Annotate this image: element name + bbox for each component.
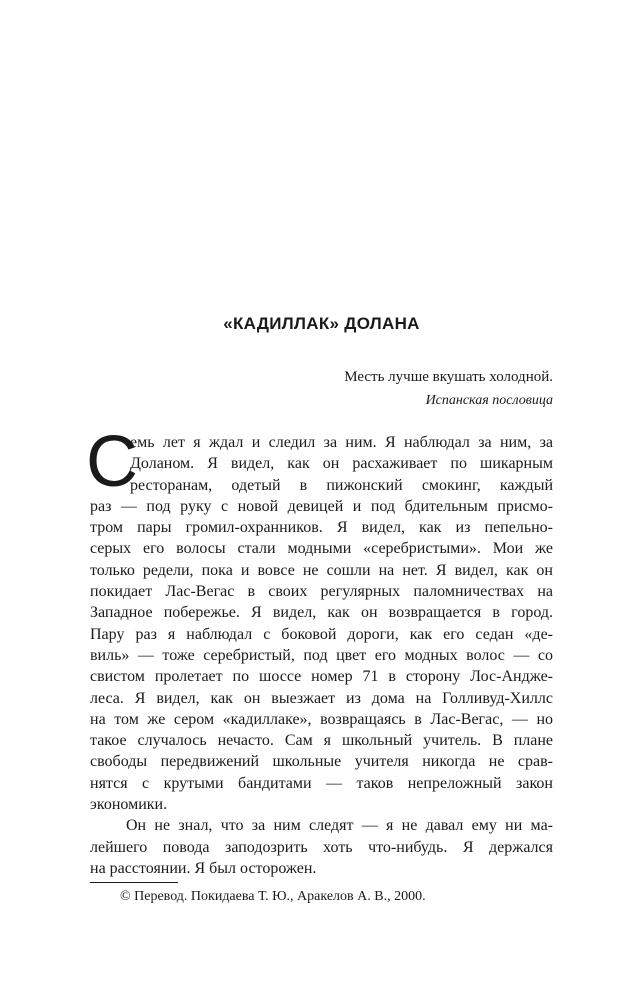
- text-line: лейшего повода заподозрить хоть что-нибудь. Я держался: [90, 838, 553, 856]
- book-page: [86, 0, 553, 1000]
- text-line: емь лет я ждал и следил за ним. Я наблюдал за ним, за: [130, 434, 553, 451]
- text-line: такое случалось нечасто. Сам я школьный учитель. В плане: [90, 732, 553, 750]
- epigraph: [344, 366, 553, 412]
- text-line: на том же сером «кадиллаке», возвращаясь в Лас-Вегас, — но: [90, 710, 553, 728]
- text-line: экономики.: [90, 796, 168, 814]
- text-line: покидает Лас-Вегас в своих регулярных паломничествах на: [90, 583, 553, 601]
- text-line: леса. Я видел, как он выезжает из дома на Голливуд-Хиллс: [90, 689, 553, 707]
- text-line: Западное побережье. Я видел, как он возвращается в город.: [90, 604, 553, 622]
- text-line: нятся с крутыми бандитами — таков непреложный закон: [90, 774, 553, 792]
- footnote: © Перевод. Покидаева Т. Ю., Аракелов А. В., 2000.: [120, 889, 426, 904]
- chapter-title: «КАДИЛЛАК» ДОЛАНА: [223, 314, 420, 333]
- body-text: [86, 422, 553, 879]
- text-line: виль» — тоже серебристый, под цвет его модных волос — со: [90, 646, 553, 664]
- text-line: только редели, пока и вовсе не сошли на нет. Я видел, как он: [90, 561, 553, 579]
- text-line: Он не знал, что за ним следят — я не давал ему ни ма-: [126, 817, 553, 835]
- epigraph-text: Месть лучше вкушать холодной.: [344, 369, 553, 385]
- text-line: свободы передвижений школьные учителя никогда не срав-: [90, 753, 553, 771]
- footnote-divider: [90, 882, 178, 883]
- text-line: раз — под руку с новой девицей и под бдительным присмо-: [90, 497, 553, 515]
- text-line: свистом пролетает по шоссе номер 71 в сторону Лос-Андже-: [90, 668, 553, 686]
- text-line: тром пары громил-охранников. Я видел, как из пепельно-: [90, 519, 553, 537]
- text-line: Доланом. Я видел, как он расхаживает по шикарным: [130, 455, 553, 473]
- text-line: Пару раз я наблюдал с боковой дороги, как его седан «де-: [90, 625, 553, 643]
- text-line: ресторанам, одетый в пижонский смокинг, каждый: [130, 476, 553, 494]
- text-line: серых его волосы стали модными «серебристыми». Мои же: [90, 540, 553, 558]
- epigraph-source: Испанская пословица: [425, 393, 553, 408]
- drop-cap: С: [86, 422, 138, 502]
- text-line: на расстоянии. Я был осторожен.: [90, 859, 317, 877]
